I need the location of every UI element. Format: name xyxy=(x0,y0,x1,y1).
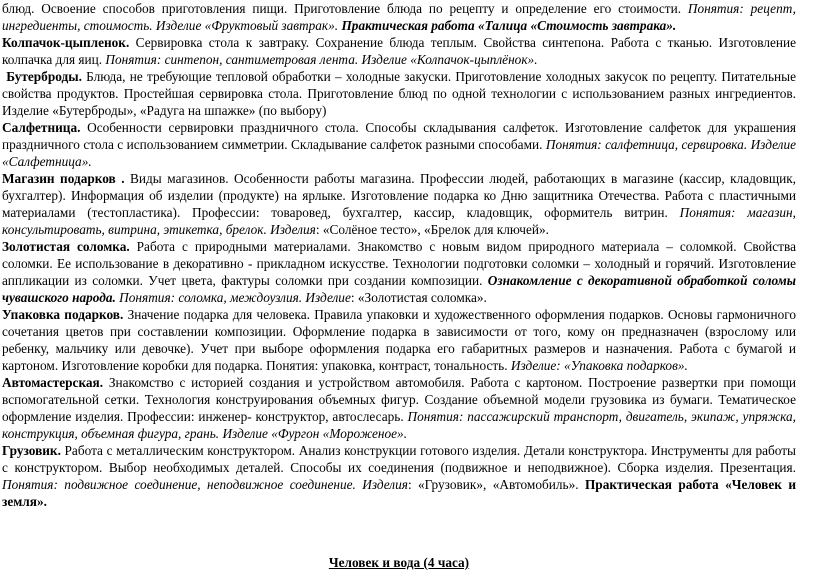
solomka-concepts: Понятия: соломка, междоузлия. Изделие xyxy=(115,290,351,305)
salfetnitsa-text: Особенности сервировки праздничного стола. Способы складывания салфеток. Изготовление салфеток для украшения праздничного стола с использованием симметрии. Складывание салфеток разными способами. xyxy=(2,120,796,152)
avtomasterskaya-title: Автомастерская. xyxy=(2,375,104,390)
gruzovik-paragraph xyxy=(2,442,796,510)
kolpachok-paragraph xyxy=(2,34,796,68)
gruzovik-concepts: Понятия: подвижное соединение, неподвижное соединение. Изделия xyxy=(2,477,408,492)
intro-concepts: Понятия: рецепт, ингредиенты, стоимость. Изделие «Фруктовый завтрак». xyxy=(2,1,796,33)
avtomasterskaya-paragraph xyxy=(2,374,796,442)
magazin-concepts: Понятия: магазин, консультировать, витрина, этикетка, брелок. Изделия xyxy=(2,205,796,237)
kolpachok-concepts: Понятия: синтепон, сантиметровая лента. Изделие «Колпачок-цыплёнок». xyxy=(105,52,538,67)
solomka-items: : «Золотистая соломка». xyxy=(350,290,487,305)
upakovka-title: Упаковка подарков. xyxy=(2,307,124,322)
intro-text: блюд. Освоение способов приготовления пищи. Приготовление блюда по рецепту и определение его стоимости. xyxy=(2,1,688,16)
section-heading: Человек и вода (4 часа) xyxy=(328,555,470,570)
gruzovik-text: Работа с металлическим конструктором. Анализ конструкции готового изделия. Детали конструктора. Инструменты для работы с конструктором. Выбор необходимых деталей. Способы их соединения (подвижное и неподвижное). Сборка изделия. Презентация. xyxy=(2,443,796,475)
buterbrody-text: Блюда, не требующие тепловой обработки – холодные закуски. Приготовление холодных закусок по рецепту. Питательные свойства продуктов. Простейшая сервировка стола. Приготовление блюд по одной технологии с использованием разных ингредиентов. Изделие «Бутерброды», «Радуга на шпажке» (по выбору) xyxy=(2,69,796,118)
magazin-title: Магазин подарков . xyxy=(2,171,125,186)
solomka-chuvash: Ознакомление с декоративной обработкой соломы чувашского народа. xyxy=(2,273,796,305)
gruzovik-items: : «Грузовик», «Автомобиль». xyxy=(407,477,585,492)
magazin-text: Виды магазинов. Особенности работы магазина. Профессии людей, работающих в магазине (кассир, кладовщик, бухгалтер). Информация об изделии (продукте) на ярлыке. Изготовление подарка ко Дню защитника Отечества. Работа с пластичными материалами (тестопластика). Профессии: товаровед, бухгалтер, кассир, кладовщик, оформитель витрин. xyxy=(2,171,796,220)
avtomasterskaya-text: Знакомство с историей создания и устройством автомобиля. Работа с картоном. Построение развертки при помощи вспомогательной сетки. Технология конструирования объемных фигур. Создание объемной модели грузовика из бумаги. Тематическое оформление изделия. Профессии: инженер- конструктор, автослесарь. xyxy=(2,375,796,424)
gruzovik-title: Грузовик. xyxy=(2,443,61,458)
intro-practical-work: Практическая работа «Талица «Стоимость завтрака». xyxy=(341,18,677,33)
magazin-paragraph xyxy=(2,170,796,238)
salfetnitsa-concepts: Понятия: салфетница, сервировка. Изделие «Салфетница». xyxy=(2,137,796,169)
upakovka-paragraph xyxy=(2,306,796,374)
intro-paragraph xyxy=(2,0,796,34)
gruzovik-practical-work: Практическая работа «Человек и земля». xyxy=(2,477,796,509)
magazin-items: : «Солёное тесто», «Брелок для ключей». xyxy=(315,222,549,237)
solomka-paragraph xyxy=(2,238,796,306)
blank-space xyxy=(2,510,796,554)
avtomasterskaya-concepts: Понятия: пассажирский транспорт, двигатель, экипаж, упряжка, конструкция, объемная фигура, грань. Изделие «Фургон «Мороженое». xyxy=(2,409,796,441)
solomka-text: Работа с природными материалами. Знакомство с новым видом природного материала – соломкой. Свойства соломки. Ее использование в декоративно - прикладном искусстве. Технологии подготовки соломки – холодный и горячий. Изготовление аппликации из соломки. Учет цвета, фактуры соломки при создании композиции. xyxy=(2,239,796,288)
kolpachok-title: Колпачок-цыпленок. xyxy=(2,35,130,50)
upakovka-items: Изделие: «Упаковка подарков». xyxy=(510,358,688,373)
salfetnitsa-title: Салфетница. xyxy=(2,120,81,135)
kolpachok-text: Сервировка стола к завтраку. Сохранение блюда теплым. Свойства синтепона. Работа с тканью. Изготовление колпачка для яиц. xyxy=(2,35,796,67)
buterbrody-title: Бутерброды. xyxy=(6,69,82,84)
solomka-title: Золотистая соломка. xyxy=(2,239,130,254)
upakovka-text: Значение подарка для человека. Правила упаковки и художественного оформления подарков. Основы гармоничного сочетания цветов при составлении композиции. Оформление подарка в зависимости от того, кому он предназначен (взрослому или ребенку, мальчику или девочке). Учет при выборе оформления подарка его габаритных размеров и назначения. Работа с бумагой и картоном. Изготовление коробки для подарка. Понятия: упаковка, контраст, тональность. xyxy=(2,307,797,373)
salfetnitsa-paragraph xyxy=(2,119,796,170)
buterbrody-paragraph xyxy=(2,68,796,119)
